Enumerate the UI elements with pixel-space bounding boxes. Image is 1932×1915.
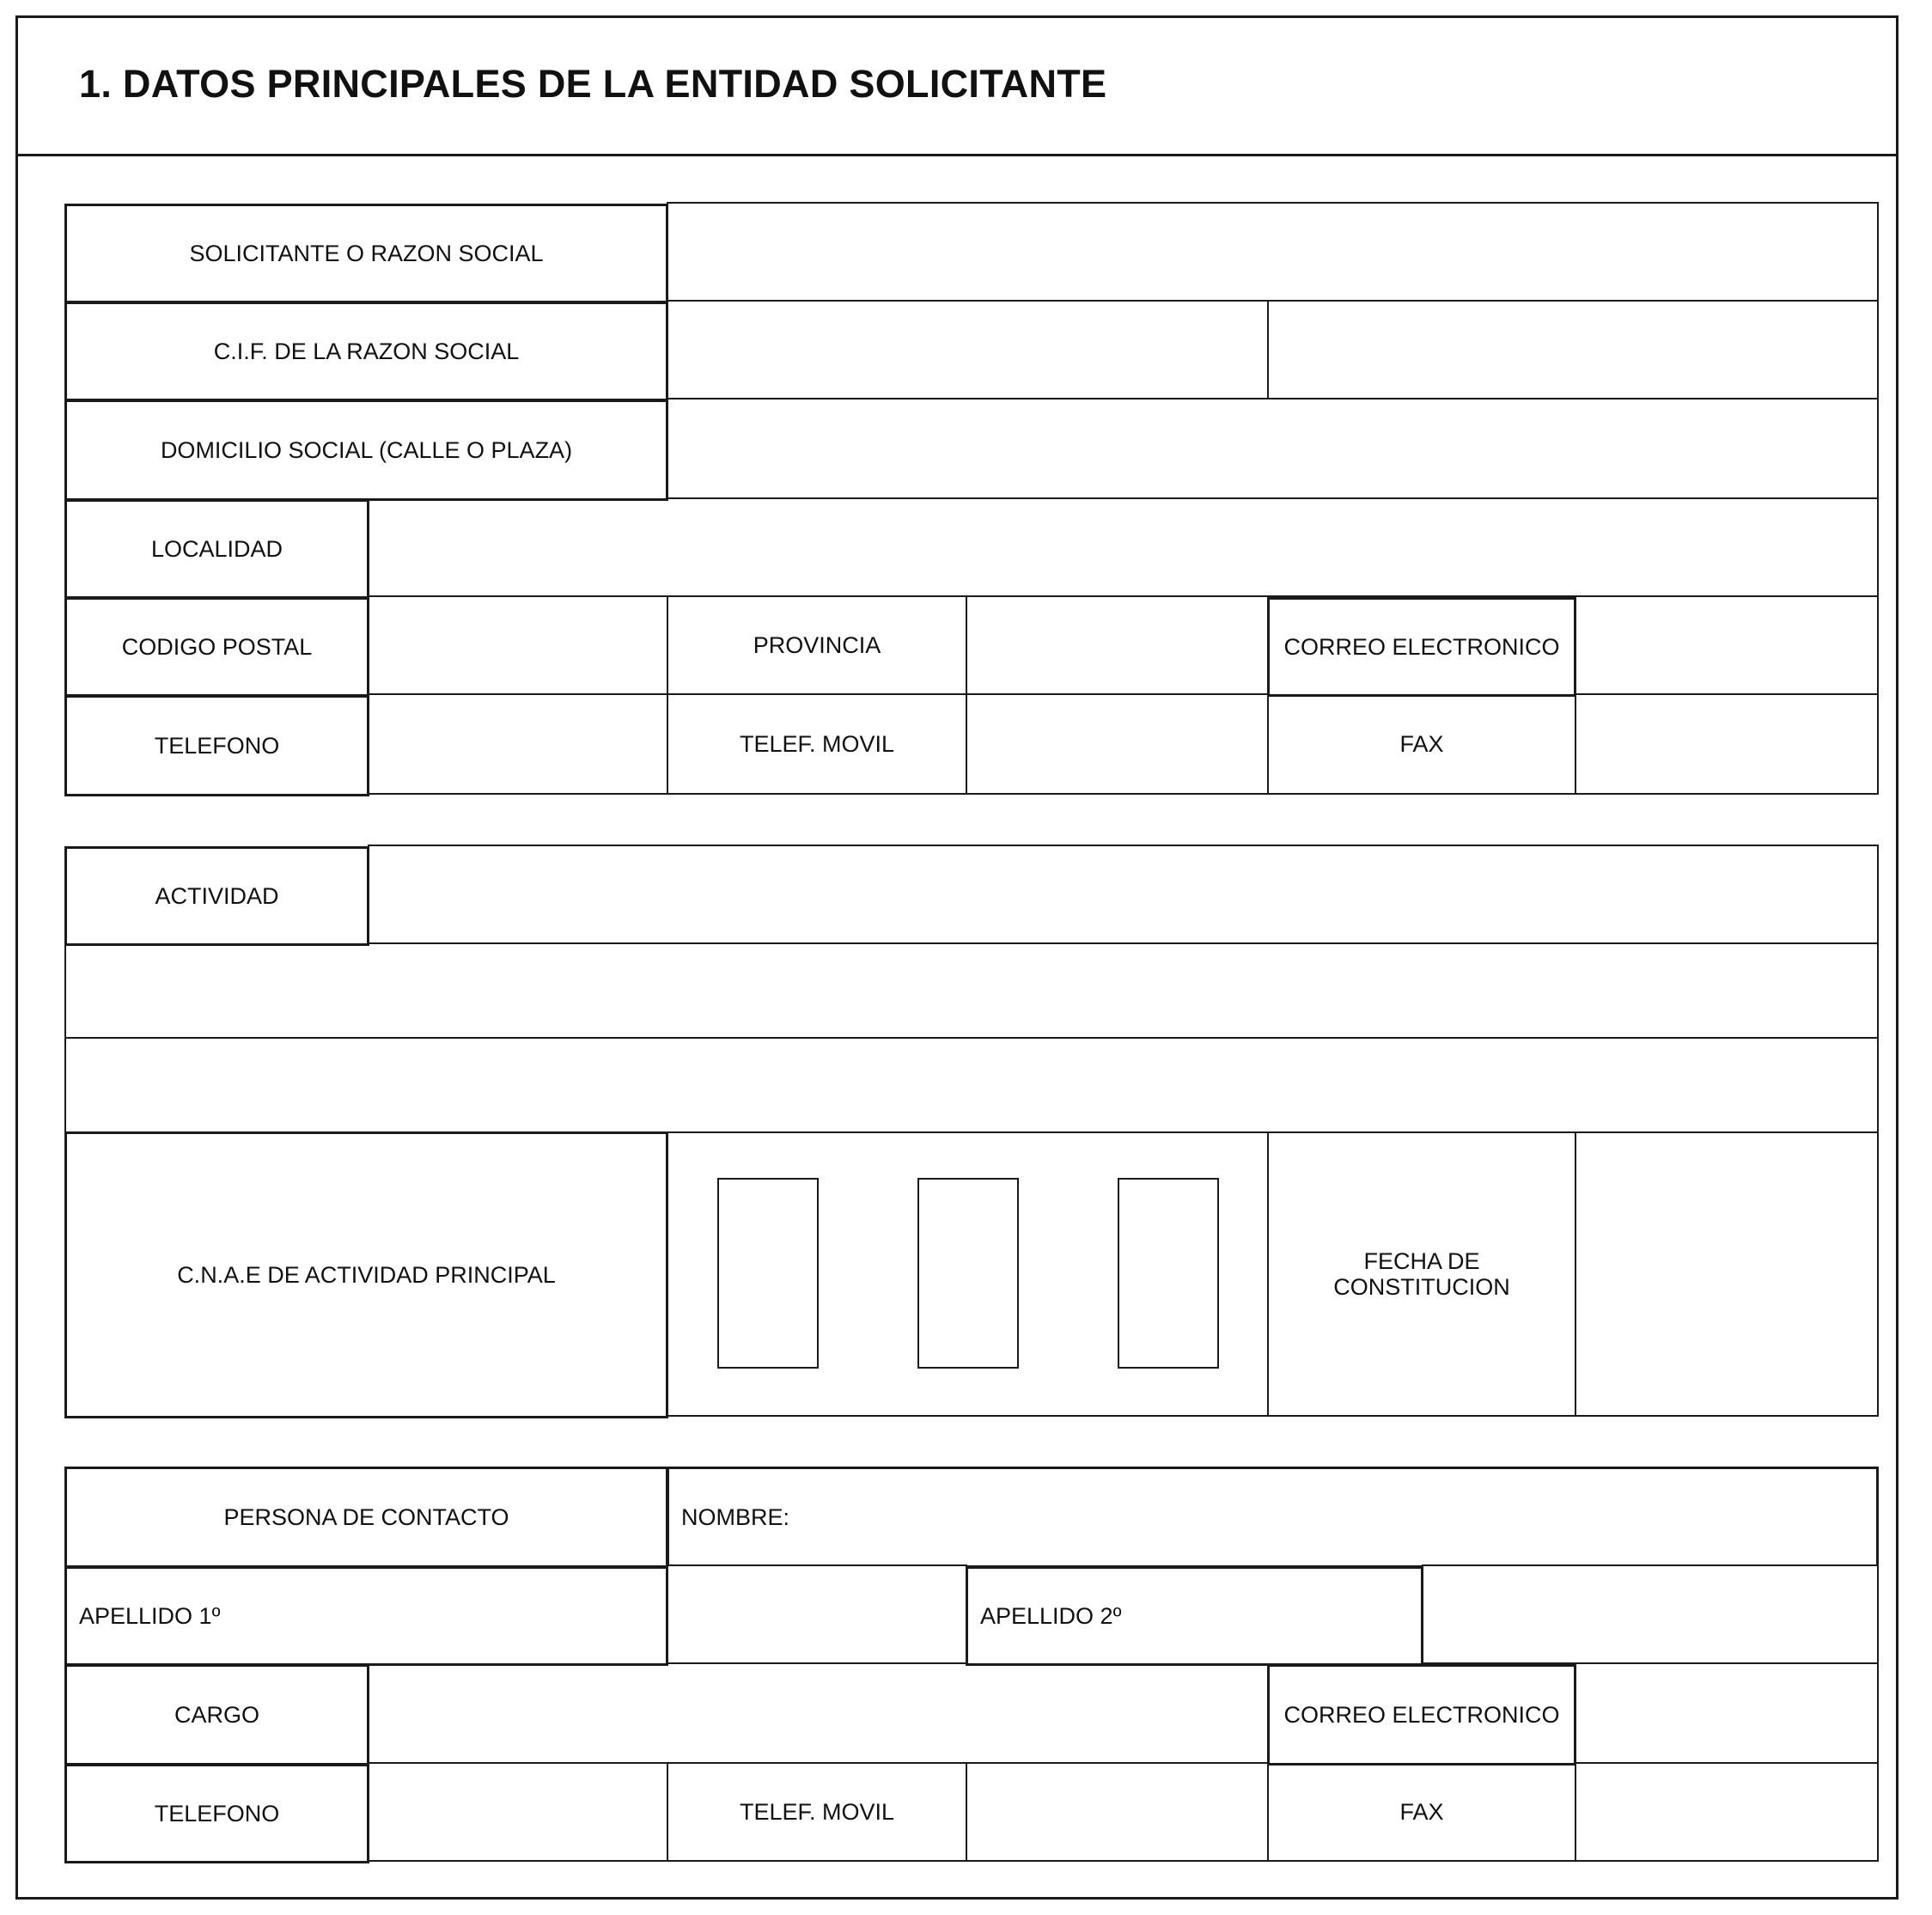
cnae-digit-box-3[interactable]	[1118, 1178, 1219, 1369]
label-cargo: CARGO	[64, 1664, 369, 1766]
label-fecha-constitucion	[1267, 1131, 1576, 1417]
field-contacto-correo[interactable]	[1575, 1662, 1879, 1764]
label-movil: TELEF. MOVIL	[667, 693, 967, 795]
field-cif-extra[interactable]	[1267, 300, 1879, 399]
label-solicitante: SOLICITANTE O RAZON SOCIAL	[64, 204, 668, 303]
field-contacto-telefono[interactable]	[368, 1762, 668, 1862]
field-domicilio[interactable]	[667, 398, 1879, 499]
label-contacto-movil: TELEF. MOVIL	[667, 1762, 967, 1862]
field-actividad-line2[interactable]	[64, 942, 1879, 1039]
field-apellido2-value[interactable]	[1422, 1564, 1879, 1664]
field-cif[interactable]	[667, 300, 1269, 399]
field-apellido1[interactable]: APELLIDO 1º	[64, 1566, 668, 1666]
label-persona-contacto: PERSONA DE CONTACTO	[64, 1467, 668, 1568]
field-contacto-fax[interactable]	[1575, 1762, 1879, 1862]
field-apellido1-value[interactable]	[667, 1564, 967, 1664]
label-telefono: TELEFONO	[64, 695, 369, 796]
field-actividad-line3[interactable]	[64, 1037, 1879, 1133]
field-actividad[interactable]	[368, 845, 1879, 944]
field-apellido2[interactable]: APELLIDO 2º	[966, 1566, 1423, 1666]
section-title: 1. DATOS PRINCIPALES DE LA ENTIDAD SOLICITANTE	[79, 62, 1107, 106]
field-telefono[interactable]	[368, 693, 668, 795]
label-contacto-fax: FAX	[1267, 1762, 1576, 1862]
field-localidad[interactable]	[368, 497, 1879, 597]
label-fax: FAX	[1267, 693, 1576, 795]
field-cargo[interactable]	[368, 1662, 1269, 1764]
cnae-digit-box-2[interactable]	[917, 1178, 1019, 1369]
label-cif: C.I.F. DE LA RAZON SOCIAL	[64, 302, 668, 401]
label-contacto-correo: CORREO ELECTRONICO	[1267, 1664, 1576, 1766]
label-domicilio: DOMICILIO SOCIAL (CALLE O PLAZA)	[64, 399, 668, 501]
label-cnae: C.N.A.E DE ACTIVIDAD PRINCIPAL	[64, 1131, 668, 1418]
cnae-digit-box-1[interactable]	[717, 1178, 819, 1369]
label-correo: CORREO ELECTRONICO	[1267, 597, 1576, 697]
field-correo[interactable]	[1575, 595, 1879, 695]
field-contacto-movil[interactable]	[966, 1762, 1269, 1862]
field-fax[interactable]	[1575, 693, 1879, 795]
field-provincia[interactable]	[966, 595, 1269, 695]
field-fecha-constitucion[interactable]	[1575, 1131, 1879, 1417]
field-solicitante[interactable]	[667, 202, 1879, 302]
label-contacto-telefono: TELEFONO	[64, 1764, 369, 1863]
fecha-constitucion-text: FECHA DE CONSTITUCION	[1333, 1247, 1510, 1300]
label-localidad: LOCALIDAD	[64, 499, 369, 599]
label-actividad: ACTIVIDAD	[64, 846, 369, 946]
field-movil[interactable]	[966, 693, 1269, 795]
field-codigo-postal[interactable]	[368, 595, 668, 695]
label-provincia: PROVINCIA	[667, 595, 967, 695]
field-nombre[interactable]: NOMBRE:	[667, 1467, 1879, 1568]
label-codigo-postal: CODIGO POSTAL	[64, 597, 369, 697]
